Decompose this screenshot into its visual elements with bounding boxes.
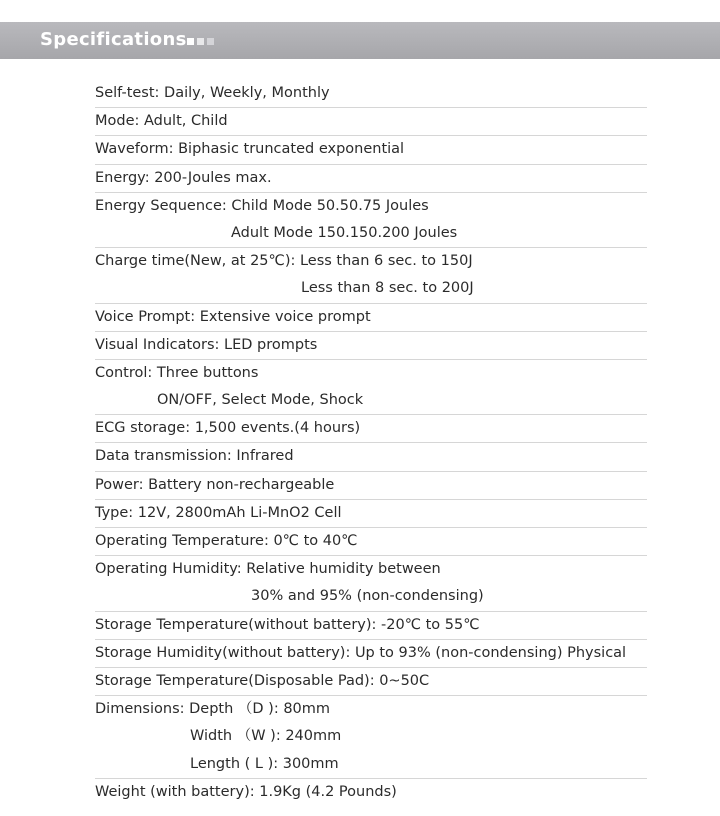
spec-row-operating-temperature	[95, 528, 647, 556]
spec-row-weight	[95, 779, 647, 806]
spec-row-control	[95, 360, 647, 415]
spec-row-dimensions	[95, 696, 647, 779]
spec-row-mode	[95, 108, 647, 136]
spec-row-power	[95, 472, 647, 500]
spec-line: Operating Humidity: Relative humidity between	[95, 561, 441, 578]
spec-line: Waveform: Biphasic truncated exponential	[95, 141, 405, 158]
square-decoration	[197, 38, 204, 45]
spec-line: Storage Humidity(without battery): Up to 93% (non-condensing) Physical	[95, 644, 627, 661]
spec-line: Dimensions: Depth （D ): 80mm	[95, 701, 331, 718]
spec-line: ECG storage: 1,500 events.(4 hours)	[95, 420, 361, 437]
section-header	[0, 22, 720, 59]
spec-line: Charge time(New, at 25℃): Less than 6 sec. to 150J	[95, 253, 473, 270]
square-decoration	[207, 38, 214, 45]
spec-line: Operating Temperature: 0℃ to 40℃	[95, 533, 358, 549]
spec-line-continuation: Width （W ): 240mm	[190, 728, 342, 745]
spec-row-storage-temperature	[95, 612, 647, 640]
spec-row-energy-sequence	[95, 193, 647, 248]
spec-line: Energy Sequence: Child Mode 50.50.75 Joules	[95, 197, 429, 214]
spec-row-ecg-storage	[95, 415, 647, 443]
spec-line: Voice Prompt: Extensive voice prompt	[95, 308, 371, 325]
spec-row-type	[95, 500, 647, 528]
spec-line-continuation: Length ( L ): 300mm	[190, 755, 339, 772]
spec-row-visual-indicators	[95, 332, 647, 360]
spec-line: Weight (with battery): 1.9Kg (4.2 Pounds)	[95, 783, 397, 800]
square-decoration	[187, 38, 194, 45]
spec-line: Control: Three buttons	[95, 364, 259, 381]
section-title: Specifications	[40, 29, 187, 50]
spec-line: Mode: Adult, Child	[95, 113, 228, 130]
spec-line: Visual Indicators: LED prompts	[95, 336, 318, 353]
spec-row-energy	[95, 165, 647, 193]
spec-row-storage-temperature-pad	[95, 668, 647, 696]
spec-row-charge-time	[95, 248, 647, 303]
spec-row-voice-prompt	[95, 304, 647, 332]
spec-row-self-test	[95, 80, 647, 108]
spec-list	[95, 80, 647, 806]
spec-line: Data transmission: Infrared	[95, 448, 294, 465]
spec-line: Storage Temperature(without battery): -20℃ to 55℃	[95, 616, 480, 633]
spec-line: Self-test: Daily, Weekly, Monthly	[95, 85, 330, 101]
spec-row-operating-humidity	[95, 556, 647, 611]
spec-line-continuation: Adult Mode 150.150.200 Joules	[231, 224, 458, 241]
spec-line-continuation: ON/OFF, Select Mode, Shock	[157, 392, 364, 409]
spec-line: Type: 12V, 2800mAh Li-MnO2 Cell	[95, 504, 342, 521]
spec-line: Energy: 200-Joules max.	[95, 169, 272, 186]
spec-line-continuation: Less than 8 sec. to 200J	[301, 280, 474, 297]
spec-line: Storage Temperature(Disposable Pad): 0~50C	[95, 672, 430, 689]
spec-line: Power: Battery non-rechargeable	[95, 476, 335, 493]
spec-row-data-transmission	[95, 443, 647, 471]
spec-row-waveform	[95, 136, 647, 164]
spec-row-storage-humidity	[95, 640, 647, 668]
three-squares-icon	[187, 38, 214, 46]
spec-line-continuation: 30% and 95% (non-condensing)	[251, 588, 484, 605]
